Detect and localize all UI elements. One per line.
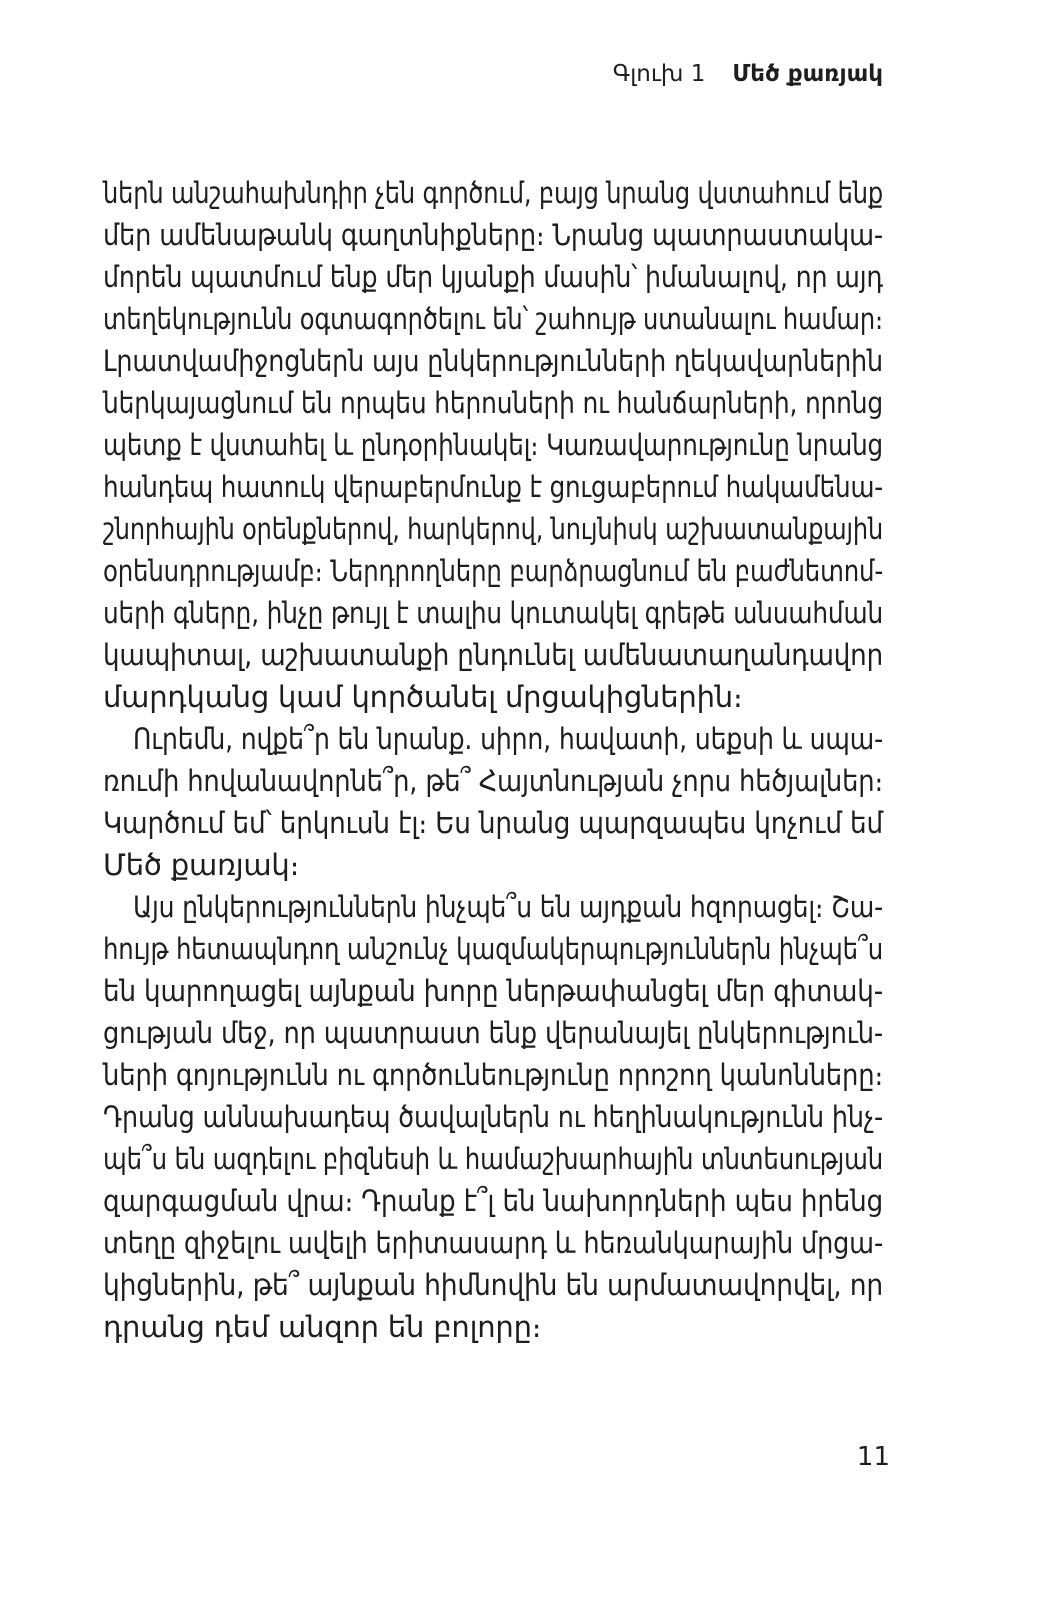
text-line: պե՞ս են ազդելու բիզնեսի և համաշխարհային տնտեսության xyxy=(103,1142,883,1176)
text-line: ռումի հովանավորնե՞ր, թե՞ Հայտնության չորս հեծյալներ։ xyxy=(103,764,883,798)
paragraph xyxy=(103,172,883,718)
text-line: Այս ընկերություններն ինչպե՞ս են այդքան հզորացել։ Շա- xyxy=(133,890,883,924)
text-line: մորեն պատմում ենք մեր կյանքի մասին՝ իմանալով, որ այդ xyxy=(103,260,883,294)
chapter-number-label: Գլուխ 1 xyxy=(612,61,706,87)
chapter-title: Մեծ քառյակ xyxy=(732,61,883,87)
text-line: շնորհային օրենքներով, հարկերով, նույնիսկ աշխատանքային xyxy=(103,512,883,546)
text-line: ներկայացնում են որպես հերոսների ու հանճարների, որոնց xyxy=(103,386,883,420)
paragraph xyxy=(103,718,883,886)
text-line: ների գոյությունն ու գործունեությունը որոշող կանոնները։ xyxy=(103,1058,883,1092)
text-line: ցության մեջ, որ պատրաստ ենք վերանայել ընկերություն- xyxy=(103,1016,883,1050)
text-line: Դրանց աննախադեպ ծավալներն ու հեղինակությունն ինչ- xyxy=(103,1100,883,1134)
text-line: տեղեկությունն օգտագործելու են՝ շահույթ ստանալու համար։ xyxy=(103,302,883,336)
text-line: կապիտալ, աշխատանքի ընդունել ամենատաղանդավոր xyxy=(103,638,883,672)
text-line: կիցներին, թե՞ այնքան հիմնովին են արմատավորվել, որ xyxy=(103,1268,883,1302)
paragraph xyxy=(103,886,883,1348)
text-line: մեր ամենաթանկ գաղտնիքները։ Նրանց պատրաստակա- xyxy=(103,218,883,252)
text-line: ներն անշահախնդիր չեն գործում, բայց նրանց վստահում ենք xyxy=(103,176,883,210)
text-line: մարդկանց կամ կործանել մրցակիցներին։ xyxy=(103,680,743,714)
running-header xyxy=(613,59,883,89)
text-line: Կարծում եմ՝ երկուսն էլ։ Ես նրանց պարզապես կոչում եմ xyxy=(103,806,883,840)
text-line: են կարողացել այնքան խորը ներթափանցել մեր գիտակ- xyxy=(103,974,883,1008)
text-line: Մեծ քառյակ։ xyxy=(103,848,300,882)
text-line: զարգացման վրա։ Դրանք է՞լ են նախորդների պես իրենց xyxy=(103,1184,883,1218)
text-block xyxy=(103,172,883,1348)
text-line: դրանց դեմ անզոր են բոլորը։ xyxy=(103,1310,542,1344)
text-line: Լրատվամիջոցներն այս ընկերությունների ղեկավարներին xyxy=(103,344,883,378)
text-line: տեղը զիջելու ավելի երիտասարդ և հեռանկարային մրցա- xyxy=(103,1226,883,1260)
text-line: օրենսդրությամբ։ Ներդրողները բարձրացնում են բաժնետոմ- xyxy=(103,554,883,588)
text-line: հանդեպ հատուկ վերաբերմունք է ցուցաբերում հակամենա- xyxy=(103,470,883,504)
text-line: Ուրեմն, ովքե՞ր են նրանք. սիրո, հավատի, սեքսի և սպա- xyxy=(133,722,883,756)
text-line: պետք է վստահել և ընդօրինակել։ Կառավարությունը նրանց xyxy=(103,428,883,462)
page-number: 11 xyxy=(856,1442,890,1472)
text-line: սերի գները, ինչը թույլ է տալիս կուտակել գրեթե անսահման xyxy=(103,596,883,630)
text-line: հույթ հետապնդող անշունչ կազմակերպություններն ինչպե՞ս xyxy=(103,932,883,966)
